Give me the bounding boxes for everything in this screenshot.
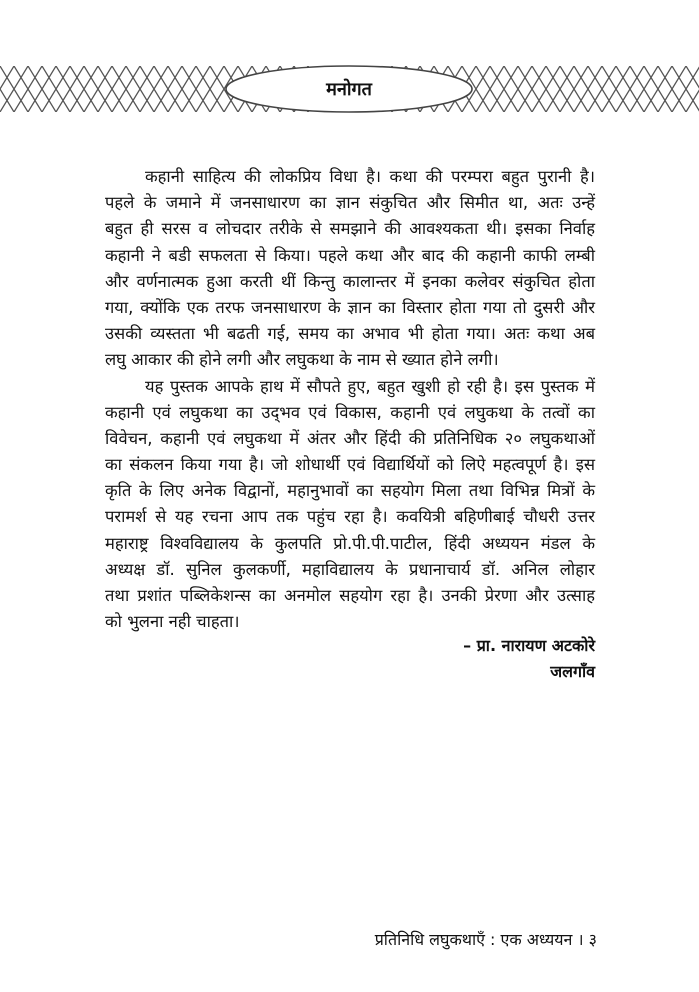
text-line: कहानी साहित्य की लोकप्रिय विधा है। कथा की परम्परा बहुत पुरानी है। — [145, 167, 595, 186]
text-line: को भुलना नही चाहता। — [105, 612, 240, 632]
author-name: – प्रा. नारायण अटकोरे — [463, 636, 595, 655]
text-line: का संकलन किया गया है। जो शोधार्थी एवं विद्यार्थियों को लिऐ महत्वपूर्ण है। इस — [105, 455, 595, 475]
text-line: विवेचन, कहानी एवं लघुकथा में अंतर और हिंदी की प्रतिनिधिक २० लघुकथाओं — [105, 428, 595, 448]
author-place: जलगाँव — [550, 662, 595, 681]
text-line: परामर्श से यह रचना आप तक पहुंच रहा है। कवयित्री बहिणीबाई चौधरी उत्तर — [105, 507, 595, 527]
text-line: गया, क्योंकि एक तरफ जनसाधारण के ज्ञान का विस्तार होता गया तो दुसरी और — [105, 297, 595, 317]
text-line: उसकी व्यस्तता भी बढती गई, समय का अभाव भी होता गया। अतः कथा अब — [105, 324, 595, 344]
text-line: तथा प्रशांत पब्लिकेशन्स का अनमोल सहयोग रहा है। उनकी प्रेरणा और उत्साह — [105, 586, 595, 605]
text-line: कहानी एवं लघुकथा का उद्‌भव एवं विकास, कहानी एवं लघुकथा के तत्वों का — [105, 402, 595, 422]
text-line: और वर्णनात्मक हुआ करती थीं किन्तु कालान्तर में इनका कलेवर संकुचित होता — [105, 271, 595, 291]
text-line: अध्यक्ष डॉ. सुनिल कुलकर्णी, महाविद्यालय के प्रधानाचार्य डॉ. अनिल लोहार — [105, 559, 595, 579]
text-line: लघु आकार की होने लगी और लघुकथा के नाम से ख्यात होने लगी। — [105, 350, 499, 370]
paragraph-2 — [105, 374, 595, 636]
paragraph-1 — [105, 164, 595, 374]
text-line: पहले के जमाने में जनसाधारण का ज्ञान संकुचित और सिमीत था, अतः उन्हें — [105, 193, 595, 213]
page-footer: प्रतिनिधि लघुकथाएँ : एक अध्ययन । ३ — [374, 930, 597, 949]
text-line: यह पुस्तक आपके हाथ में सौपते हुए, बहुत खुशी हो रही है। इस पुस्तक में — [145, 376, 595, 396]
text-line: कहानी ने बडी सफलता से किया। पहले कथा और बाद की कहानी काफी लम्बी — [105, 245, 595, 265]
text-line: महाराष्ट्र विश्वविद्यालय के कुलपति प्रो.पी.पी.पाटील, हिंदी अध्ययन मंडल के — [105, 533, 595, 553]
page-title: मनोगत — [326, 79, 372, 100]
body-text — [105, 164, 595, 635]
text-line: कृति के लिए अनेक विद्वानों, महानुभावों का सहयोग मिला तथा विभिन्न मित्रों के — [105, 481, 595, 501]
text-line: बहुत ही सरस व लोचदार तरीके से समझाने की आवश्यकता थी। इसका निर्वाह — [105, 219, 595, 239]
